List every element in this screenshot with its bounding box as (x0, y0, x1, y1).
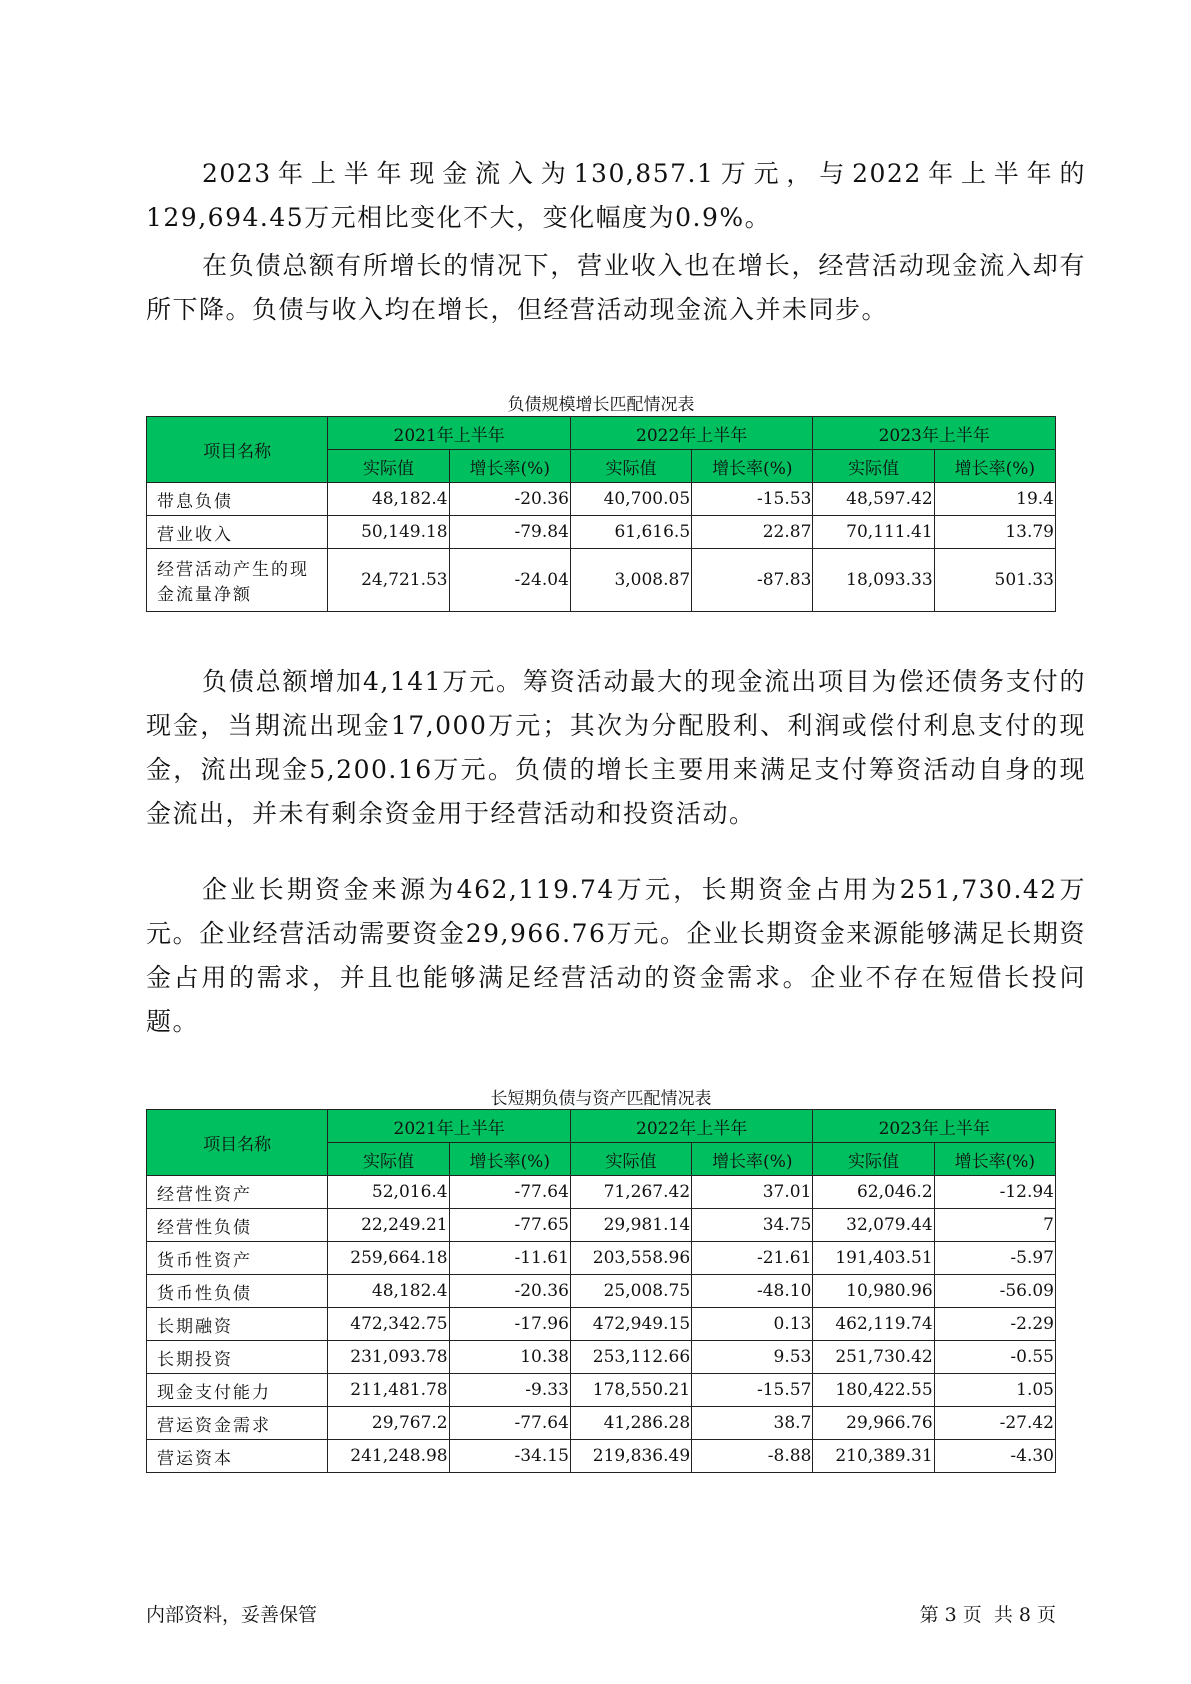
cell-value: 37.01 (692, 1176, 813, 1209)
row-label: 营运资金需求 (147, 1407, 328, 1440)
cell-value: -11.61 (449, 1242, 570, 1275)
cell-value: -0.55 (934, 1341, 1055, 1374)
table-row (147, 1242, 1056, 1275)
cell-value: 48,182.4 (328, 1275, 449, 1308)
cell-value: 253,112.66 (570, 1341, 691, 1374)
paragraph-financing: 负债总额增加4,141万元。筹资活动最大的现金流出项目为偿还债务支付的现金，当期流出现金17,000万元；其次为分配股利、利润或偿付利息支付的现金，流出现金5,200.16万元。负债的增长主要用来满足支付筹资活动自身的现金流出，并未有剩余资金用于经营活动和投资活动。 (146, 667, 1086, 828)
cell-value: 34.75 (692, 1209, 813, 1242)
paragraph-long-term-funds: 企业长期资金来源为462,119.74万元，长期资金占用为251,730.42万元。企业经营活动需要资金29,966.76万元。企业长期资金来源能够满足长期资金占用的需求，并且也能够满足经营活动的资金需求。企业不存在短借长投问题。 (146, 875, 1086, 1036)
cell-value: -21.61 (692, 1242, 813, 1275)
header-growth: 增长率(%) (934, 450, 1055, 483)
cell-value: -5.97 (934, 1242, 1055, 1275)
cell-value: 10,980.96 (813, 1275, 934, 1308)
table-row (147, 1176, 1056, 1209)
header-year: 2021年上半年 (328, 417, 571, 450)
cell-value: 38.7 (692, 1407, 813, 1440)
table-row (147, 1440, 1056, 1473)
cell-value: 52,016.4 (328, 1176, 449, 1209)
header-year: 2021年上半年 (328, 1110, 571, 1143)
cell-value: -27.42 (934, 1407, 1055, 1440)
cell-value: -20.36 (449, 1275, 570, 1308)
cell-value: 1.05 (934, 1374, 1055, 1407)
row-label: 经营性负债 (147, 1209, 328, 1242)
cell-value: 0.13 (692, 1308, 813, 1341)
table-row (147, 1209, 1056, 1242)
cell-value: 241,248.98 (328, 1440, 449, 1473)
cell-value: 71,267.42 (570, 1176, 691, 1209)
cell-value: 472,342.75 (328, 1308, 449, 1341)
cell-value: -48.10 (692, 1275, 813, 1308)
cell-value: 61,616.5 (570, 516, 691, 549)
cell-value: 211,481.78 (328, 1374, 449, 1407)
cell-value: 48,597.42 (813, 483, 934, 516)
cell-value: 13.79 (934, 516, 1055, 549)
debt-asset-match-table (146, 1109, 1056, 1473)
cell-value: 251,730.42 (813, 1341, 934, 1374)
row-label: 现金支付能力 (147, 1374, 328, 1407)
cell-value: -12.94 (934, 1176, 1055, 1209)
cell-value: 259,664.18 (328, 1242, 449, 1275)
table-row (147, 483, 1056, 516)
table-row (147, 1308, 1056, 1341)
paragraph-cash-inflow: 2023年上半年现金流入为130,857.1万元，与2022年上半年的129,694.45万元相比变化不大，变化幅度为0.9%。 (146, 159, 1086, 232)
table-row (147, 1374, 1056, 1407)
cell-value: 210,389.31 (813, 1440, 934, 1473)
cell-value: -15.53 (692, 483, 813, 516)
cell-value: -17.96 (449, 1308, 570, 1341)
cell-value: 29,966.76 (813, 1407, 934, 1440)
row-label: 营运资本 (147, 1440, 328, 1473)
cell-value: 41,286.28 (570, 1407, 691, 1440)
header-item-name: 项目名称 (147, 417, 328, 483)
header-year: 2022年上半年 (570, 1110, 813, 1143)
footer-page-number: 第 3 页 共 8 页 (919, 1604, 1056, 1626)
row-label: 经营活动产生的现金流量净额 (147, 549, 328, 612)
table-row (147, 1341, 1056, 1374)
header-growth: 增长率(%) (449, 450, 570, 483)
cell-value: 40,700.05 (570, 483, 691, 516)
cell-value: 462,119.74 (813, 1308, 934, 1341)
cell-value: -79.84 (449, 516, 570, 549)
cell-value: 219,836.49 (570, 1440, 691, 1473)
header-actual: 实际值 (328, 450, 449, 483)
cell-value: 180,422.55 (813, 1374, 934, 1407)
cell-value: 472,949.15 (570, 1308, 691, 1341)
cell-value: 50,149.18 (328, 516, 449, 549)
header-actual: 实际值 (813, 1143, 934, 1176)
cell-value: 9.53 (692, 1341, 813, 1374)
footer-confidential: 内部资料，妥善保管 (146, 1604, 318, 1626)
row-label: 经营性资产 (147, 1176, 328, 1209)
cell-value: 178,550.21 (570, 1374, 691, 1407)
paragraph-debt-growth: 在负债总额有所增长的情况下，营业收入也在增长，经营活动现金流入却有所下降。负债与收入均在增长，但经营活动现金流入并未同步。 (146, 251, 1086, 324)
table-row (147, 1407, 1056, 1440)
cell-value: 7 (934, 1209, 1055, 1242)
cell-value: -20.36 (449, 483, 570, 516)
table-row (147, 516, 1056, 549)
table-row (147, 549, 1056, 612)
cell-value: -56.09 (934, 1275, 1055, 1308)
header-growth: 增长率(%) (692, 1143, 813, 1176)
cell-value: -9.33 (449, 1374, 570, 1407)
header-actual: 实际值 (570, 1143, 691, 1176)
cell-value: 203,558.96 (570, 1242, 691, 1275)
table-row (147, 1275, 1056, 1308)
cell-value: 29,767.2 (328, 1407, 449, 1440)
cell-value: 62,046.2 (813, 1176, 934, 1209)
header-growth: 增长率(%) (934, 1143, 1055, 1176)
cell-value: 22.87 (692, 516, 813, 549)
cell-value: 24,721.53 (328, 549, 449, 612)
cell-value: -24.04 (449, 549, 570, 612)
row-label: 货币性资产 (147, 1242, 328, 1275)
header-actual: 实际值 (813, 450, 934, 483)
row-label: 营业收入 (147, 516, 328, 549)
cell-value: -2.29 (934, 1308, 1055, 1341)
cell-value: 10.38 (449, 1341, 570, 1374)
cell-value: 231,093.78 (328, 1341, 449, 1374)
header-actual: 实际值 (328, 1143, 449, 1176)
header-growth: 增长率(%) (449, 1143, 570, 1176)
cell-value: -77.64 (449, 1407, 570, 1440)
table1-caption: 负债规模增长匹配情况表 (507, 395, 695, 415)
cell-value: 22,249.21 (328, 1209, 449, 1242)
header-actual: 实际值 (570, 450, 691, 483)
cell-value: -77.65 (449, 1209, 570, 1242)
header-year: 2023年上半年 (813, 417, 1056, 450)
header-year: 2022年上半年 (570, 417, 813, 450)
debt-scale-table (146, 416, 1056, 612)
cell-value: -34.15 (449, 1440, 570, 1473)
header-year: 2023年上半年 (813, 1110, 1056, 1143)
header-item-name: 项目名称 (147, 1110, 328, 1176)
cell-value: 70,111.41 (813, 516, 934, 549)
header-growth: 增长率(%) (692, 450, 813, 483)
cell-value: -4.30 (934, 1440, 1055, 1473)
cell-value: 501.33 (934, 549, 1055, 612)
row-label: 带息负债 (147, 483, 328, 516)
cell-value: 48,182.4 (328, 483, 449, 516)
table2-caption: 长短期负债与资产匹配情况表 (490, 1089, 712, 1109)
cell-value: -87.83 (692, 549, 813, 612)
row-label: 长期投资 (147, 1341, 328, 1374)
row-label: 货币性负债 (147, 1275, 328, 1308)
row-label: 长期融资 (147, 1308, 328, 1341)
cell-value: 191,403.51 (813, 1242, 934, 1275)
cell-value: -77.64 (449, 1176, 570, 1209)
cell-value: 3,008.87 (570, 549, 691, 612)
cell-value: -15.57 (692, 1374, 813, 1407)
cell-value: 18,093.33 (813, 549, 934, 612)
cell-value: 25,008.75 (570, 1275, 691, 1308)
cell-value: 19.4 (934, 483, 1055, 516)
cell-value: 32,079.44 (813, 1209, 934, 1242)
cell-value: 29,981.14 (570, 1209, 691, 1242)
cell-value: -8.88 (692, 1440, 813, 1473)
